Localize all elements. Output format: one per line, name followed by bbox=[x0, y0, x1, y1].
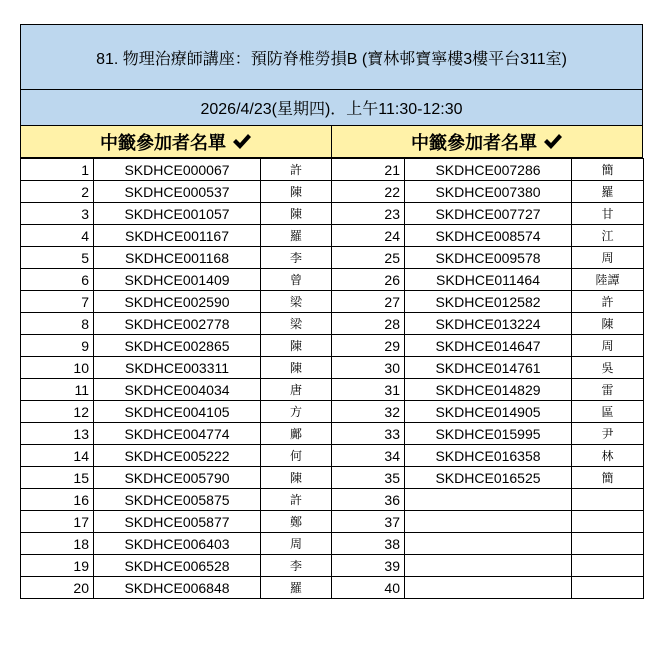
participant-sheet bbox=[20, 24, 643, 599]
table-row bbox=[21, 489, 644, 511]
participant-surname: 林 bbox=[572, 445, 644, 467]
participant-surname: 許 bbox=[261, 489, 332, 511]
participant-surname: 許 bbox=[261, 159, 332, 181]
participant-code: SKDHCE013224 bbox=[405, 313, 572, 335]
participant-surname: 唐 bbox=[261, 379, 332, 401]
participant-code: SKDHCE001057 bbox=[94, 203, 261, 225]
participant-code: SKDHCE002865 bbox=[94, 335, 261, 357]
table-row bbox=[21, 445, 644, 467]
table-row bbox=[21, 467, 644, 489]
participant-surname: 陳 bbox=[261, 181, 332, 203]
participant-number: 38 bbox=[332, 533, 405, 555]
participant-number: 10 bbox=[21, 357, 94, 379]
participant-surname: 羅 bbox=[572, 181, 644, 203]
table-row bbox=[21, 225, 644, 247]
participant-code: SKDHCE000537 bbox=[94, 181, 261, 203]
check-mark-icon bbox=[543, 133, 563, 151]
table-row bbox=[21, 401, 644, 423]
participant-number: 2 bbox=[21, 181, 94, 203]
table-row bbox=[21, 269, 644, 291]
participant-number: 31 bbox=[332, 379, 405, 401]
participant-surname: 羅 bbox=[261, 577, 332, 599]
participant-code: SKDHCE007727 bbox=[405, 203, 572, 225]
event-title-text: 81. 物理治療師講座：預防脊椎勞損B (寶林邨寶寧樓3樓平台311室) bbox=[96, 50, 567, 68]
table-row bbox=[21, 203, 644, 225]
check-mark-icon bbox=[232, 133, 252, 151]
participant-surname: 周 bbox=[572, 335, 644, 357]
participant-surname: 區 bbox=[572, 401, 644, 423]
participant-number: 23 bbox=[332, 203, 405, 225]
participant-number: 7 bbox=[21, 291, 94, 313]
participant-surname: 何 bbox=[261, 445, 332, 467]
table-row bbox=[21, 335, 644, 357]
participant-surname bbox=[572, 555, 644, 577]
participant-code: SKDHCE005877 bbox=[94, 511, 261, 533]
participant-code bbox=[405, 511, 572, 533]
participant-surname: 陳 bbox=[261, 357, 332, 379]
table-row bbox=[21, 313, 644, 335]
participant-surname: 許 bbox=[572, 291, 644, 313]
participant-surname bbox=[572, 511, 644, 533]
participant-code: SKDHCE014761 bbox=[405, 357, 572, 379]
participant-surname: 吳 bbox=[572, 357, 644, 379]
participant-surname bbox=[572, 577, 644, 599]
table-row bbox=[21, 577, 644, 599]
participant-code: SKDHCE005222 bbox=[94, 445, 261, 467]
participant-code: SKDHCE005790 bbox=[94, 467, 261, 489]
participant-code: SKDHCE004774 bbox=[94, 423, 261, 445]
participant-surname: 梁 bbox=[261, 291, 332, 313]
participant-code bbox=[405, 555, 572, 577]
participant-surname: 曾 bbox=[261, 269, 332, 291]
participant-surname: 羅 bbox=[261, 225, 332, 247]
participant-surname: 梁 bbox=[261, 313, 332, 335]
table-row bbox=[21, 357, 644, 379]
participant-number: 33 bbox=[332, 423, 405, 445]
participant-number: 3 bbox=[21, 203, 94, 225]
table-row bbox=[21, 511, 644, 533]
participant-table bbox=[20, 158, 644, 599]
participant-number: 39 bbox=[332, 555, 405, 577]
participant-number: 26 bbox=[332, 269, 405, 291]
participant-code: SKDHCE007380 bbox=[405, 181, 572, 203]
participant-code: SKDHCE014829 bbox=[405, 379, 572, 401]
participant-number: 37 bbox=[332, 511, 405, 533]
participant-number: 24 bbox=[332, 225, 405, 247]
participant-number: 32 bbox=[332, 401, 405, 423]
participant-code: SKDHCE001409 bbox=[94, 269, 261, 291]
participant-code: SKDHCE016525 bbox=[405, 467, 572, 489]
participant-surname: 尹 bbox=[572, 423, 644, 445]
participant-code: SKDHCE008574 bbox=[405, 225, 572, 247]
participant-surname: 周 bbox=[261, 533, 332, 555]
participant-surname: 甘 bbox=[572, 203, 644, 225]
participant-surname: 江 bbox=[572, 225, 644, 247]
participant-number: 34 bbox=[332, 445, 405, 467]
table-row bbox=[21, 423, 644, 445]
event-title bbox=[20, 24, 643, 90]
participant-number: 30 bbox=[332, 357, 405, 379]
table-row bbox=[21, 379, 644, 401]
participant-code: SKDHCE000067 bbox=[94, 159, 261, 181]
participant-number: 6 bbox=[21, 269, 94, 291]
participant-number: 14 bbox=[21, 445, 94, 467]
participant-code: SKDHCE006528 bbox=[94, 555, 261, 577]
participant-code: SKDHCE006403 bbox=[94, 533, 261, 555]
participant-number: 8 bbox=[21, 313, 94, 335]
event-date-text: 2026/4/23(星期四)．上午11:30-12:30 bbox=[200, 101, 463, 118]
table-row bbox=[21, 247, 644, 269]
participant-code: SKDHCE006848 bbox=[94, 577, 261, 599]
participant-code bbox=[405, 533, 572, 555]
participant-number: 25 bbox=[332, 247, 405, 269]
participant-code bbox=[405, 489, 572, 511]
participant-surname: 簡 bbox=[572, 467, 644, 489]
list-header-right bbox=[332, 126, 642, 157]
list-header-left-text: 中籤參加者名單 bbox=[100, 132, 226, 153]
participant-surname: 簡 bbox=[572, 159, 644, 181]
participant-number: 9 bbox=[21, 335, 94, 357]
participant-surname: 陳 bbox=[261, 335, 332, 357]
list-header-left bbox=[21, 126, 332, 157]
participant-surname: 陳 bbox=[572, 313, 644, 335]
participant-number: 17 bbox=[21, 511, 94, 533]
list-header-row bbox=[20, 126, 643, 158]
participant-number: 13 bbox=[21, 423, 94, 445]
participant-code: SKDHCE014647 bbox=[405, 335, 572, 357]
participant-number: 20 bbox=[21, 577, 94, 599]
participant-number: 1 bbox=[21, 159, 94, 181]
participant-number: 15 bbox=[21, 467, 94, 489]
participant-number: 35 bbox=[332, 467, 405, 489]
table-row bbox=[21, 555, 644, 577]
list-header-right-text: 中籤參加者名單 bbox=[411, 132, 537, 153]
participant-code: SKDHCE001168 bbox=[94, 247, 261, 269]
participant-surname: 李 bbox=[261, 247, 332, 269]
participant-code: SKDHCE003311 bbox=[94, 357, 261, 379]
participant-number: 40 bbox=[332, 577, 405, 599]
participant-number: 28 bbox=[332, 313, 405, 335]
participant-surname bbox=[572, 489, 644, 511]
participant-number: 16 bbox=[21, 489, 94, 511]
participant-surname: 李 bbox=[261, 555, 332, 577]
participant-number: 36 bbox=[332, 489, 405, 511]
event-date bbox=[20, 90, 643, 126]
participant-surname bbox=[572, 533, 644, 555]
participant-code: SKDHCE002778 bbox=[94, 313, 261, 335]
participant-code: SKDHCE004034 bbox=[94, 379, 261, 401]
table-row bbox=[21, 291, 644, 313]
participant-code: SKDHCE004105 bbox=[94, 401, 261, 423]
participant-number: 19 bbox=[21, 555, 94, 577]
participant-number: 29 bbox=[332, 335, 405, 357]
participant-number: 5 bbox=[21, 247, 94, 269]
table-row bbox=[21, 181, 644, 203]
participant-surname: 陸譚 bbox=[572, 269, 644, 291]
participant-number: 11 bbox=[21, 379, 94, 401]
participant-code: SKDHCE007286 bbox=[405, 159, 572, 181]
participant-code: SKDHCE005875 bbox=[94, 489, 261, 511]
participant-code: SKDHCE015995 bbox=[405, 423, 572, 445]
participant-code: SKDHCE012582 bbox=[405, 291, 572, 313]
participant-rows bbox=[21, 159, 644, 599]
table-row bbox=[21, 533, 644, 555]
participant-code: SKDHCE011464 bbox=[405, 269, 572, 291]
participant-surname: 陳 bbox=[261, 467, 332, 489]
participant-surname: 方 bbox=[261, 401, 332, 423]
participant-code: SKDHCE016358 bbox=[405, 445, 572, 467]
participant-number: 22 bbox=[332, 181, 405, 203]
participant-number: 12 bbox=[21, 401, 94, 423]
participant-code: SKDHCE001167 bbox=[94, 225, 261, 247]
participant-surname: 鄭 bbox=[261, 511, 332, 533]
participant-number: 21 bbox=[332, 159, 405, 181]
participant-number: 4 bbox=[21, 225, 94, 247]
participant-code bbox=[405, 577, 572, 599]
table-row bbox=[21, 159, 644, 181]
participant-code: SKDHCE014905 bbox=[405, 401, 572, 423]
participant-code: SKDHCE002590 bbox=[94, 291, 261, 313]
participant-surname: 陳 bbox=[261, 203, 332, 225]
participant-number: 27 bbox=[332, 291, 405, 313]
participant-surname: 雷 bbox=[572, 379, 644, 401]
participant-surname: 鄺 bbox=[261, 423, 332, 445]
participant-code: SKDHCE009578 bbox=[405, 247, 572, 269]
participant-surname: 周 bbox=[572, 247, 644, 269]
participant-number: 18 bbox=[21, 533, 94, 555]
